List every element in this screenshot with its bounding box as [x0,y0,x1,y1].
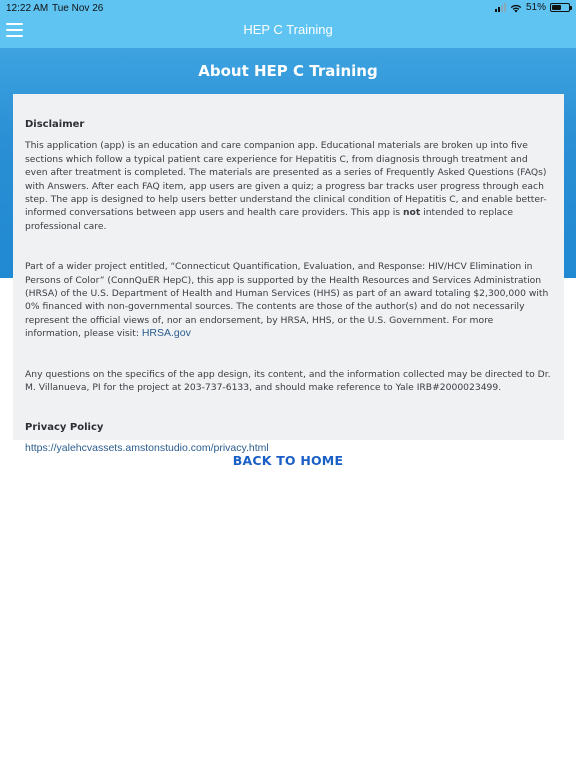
status-bar [0,0,576,18]
status-date: Tue Nov 26 [52,3,104,14]
about-card [13,94,564,454]
disclaimer-paragraph-1 [25,139,552,233]
funding-text: Part of a wider project entitled, “Connecticut Quantification, Evaluation, and Response: HIV/HCV Elimination in Persons of Color” (ConnQuER HepC), this app is supported by the Health Resources and Services Administration (HRSA) of the U.S. Department of Health and Human Services (HHS) as part of an award totaling $2,300,000 with 0% financed with non-governmental sources. The contents are those of the author(s) and do not necessarily represent the official views of, nor an endorsement, by HRSA, HHS, or the U.S. Government. For more information, please visit: [25,261,549,340]
not-emphasis: not [403,207,421,219]
privacy-heading: Privacy Policy [25,421,104,433]
nav-title: HEP C Training [243,22,333,37]
battery-percent: 51% [525,2,546,13]
status-time: 12:22 AM [6,3,49,14]
page-title: About HEP C Training [198,62,378,80]
battery-icon [550,3,570,12]
cellular-signal-icon [495,3,506,12]
disclaimer-heading: Disclaimer [25,119,85,130]
hrsa-link[interactable]: HRSA.gov [141,327,191,340]
privacy-policy-link[interactable]: https://yalehcvassets.amstonstudio.com/privacy.html [25,441,269,454]
disclaimer-paragraph-2 [25,260,552,340]
disclaimer-text: This application (app) is an education and care companion app. Educational materials are broken up into five sections which follow a typical patient care experience for Hepatitis C, from diagnosis through treatment and even after treatment is completed. The materials are presented as a series of Frequently Asked Questions (FAQs) with Answers. After each FAQ item, app users are given a quiz; a progress bar tracks user progress through each step. The app is designed to help users better understand the clinical condition of Hepatitis C, and enable better-informed conversations between app users and health care providers. This app is [25,140,547,219]
disclaimer-text-end: intended to replace professional care. [25,207,513,232]
back-to-home-button[interactable]: BACK TO HOME [232,453,344,468]
disclaimer-paragraph-3: Any questions on the specifics of the app design, its content, and the information collected may be directed to Dr. M. Villanueva, PI for the project at 203-737-6133, and should make reference to Yale IRB#2000023499. [25,368,551,394]
status-indicators [495,2,570,13]
wifi-icon [510,3,522,13]
